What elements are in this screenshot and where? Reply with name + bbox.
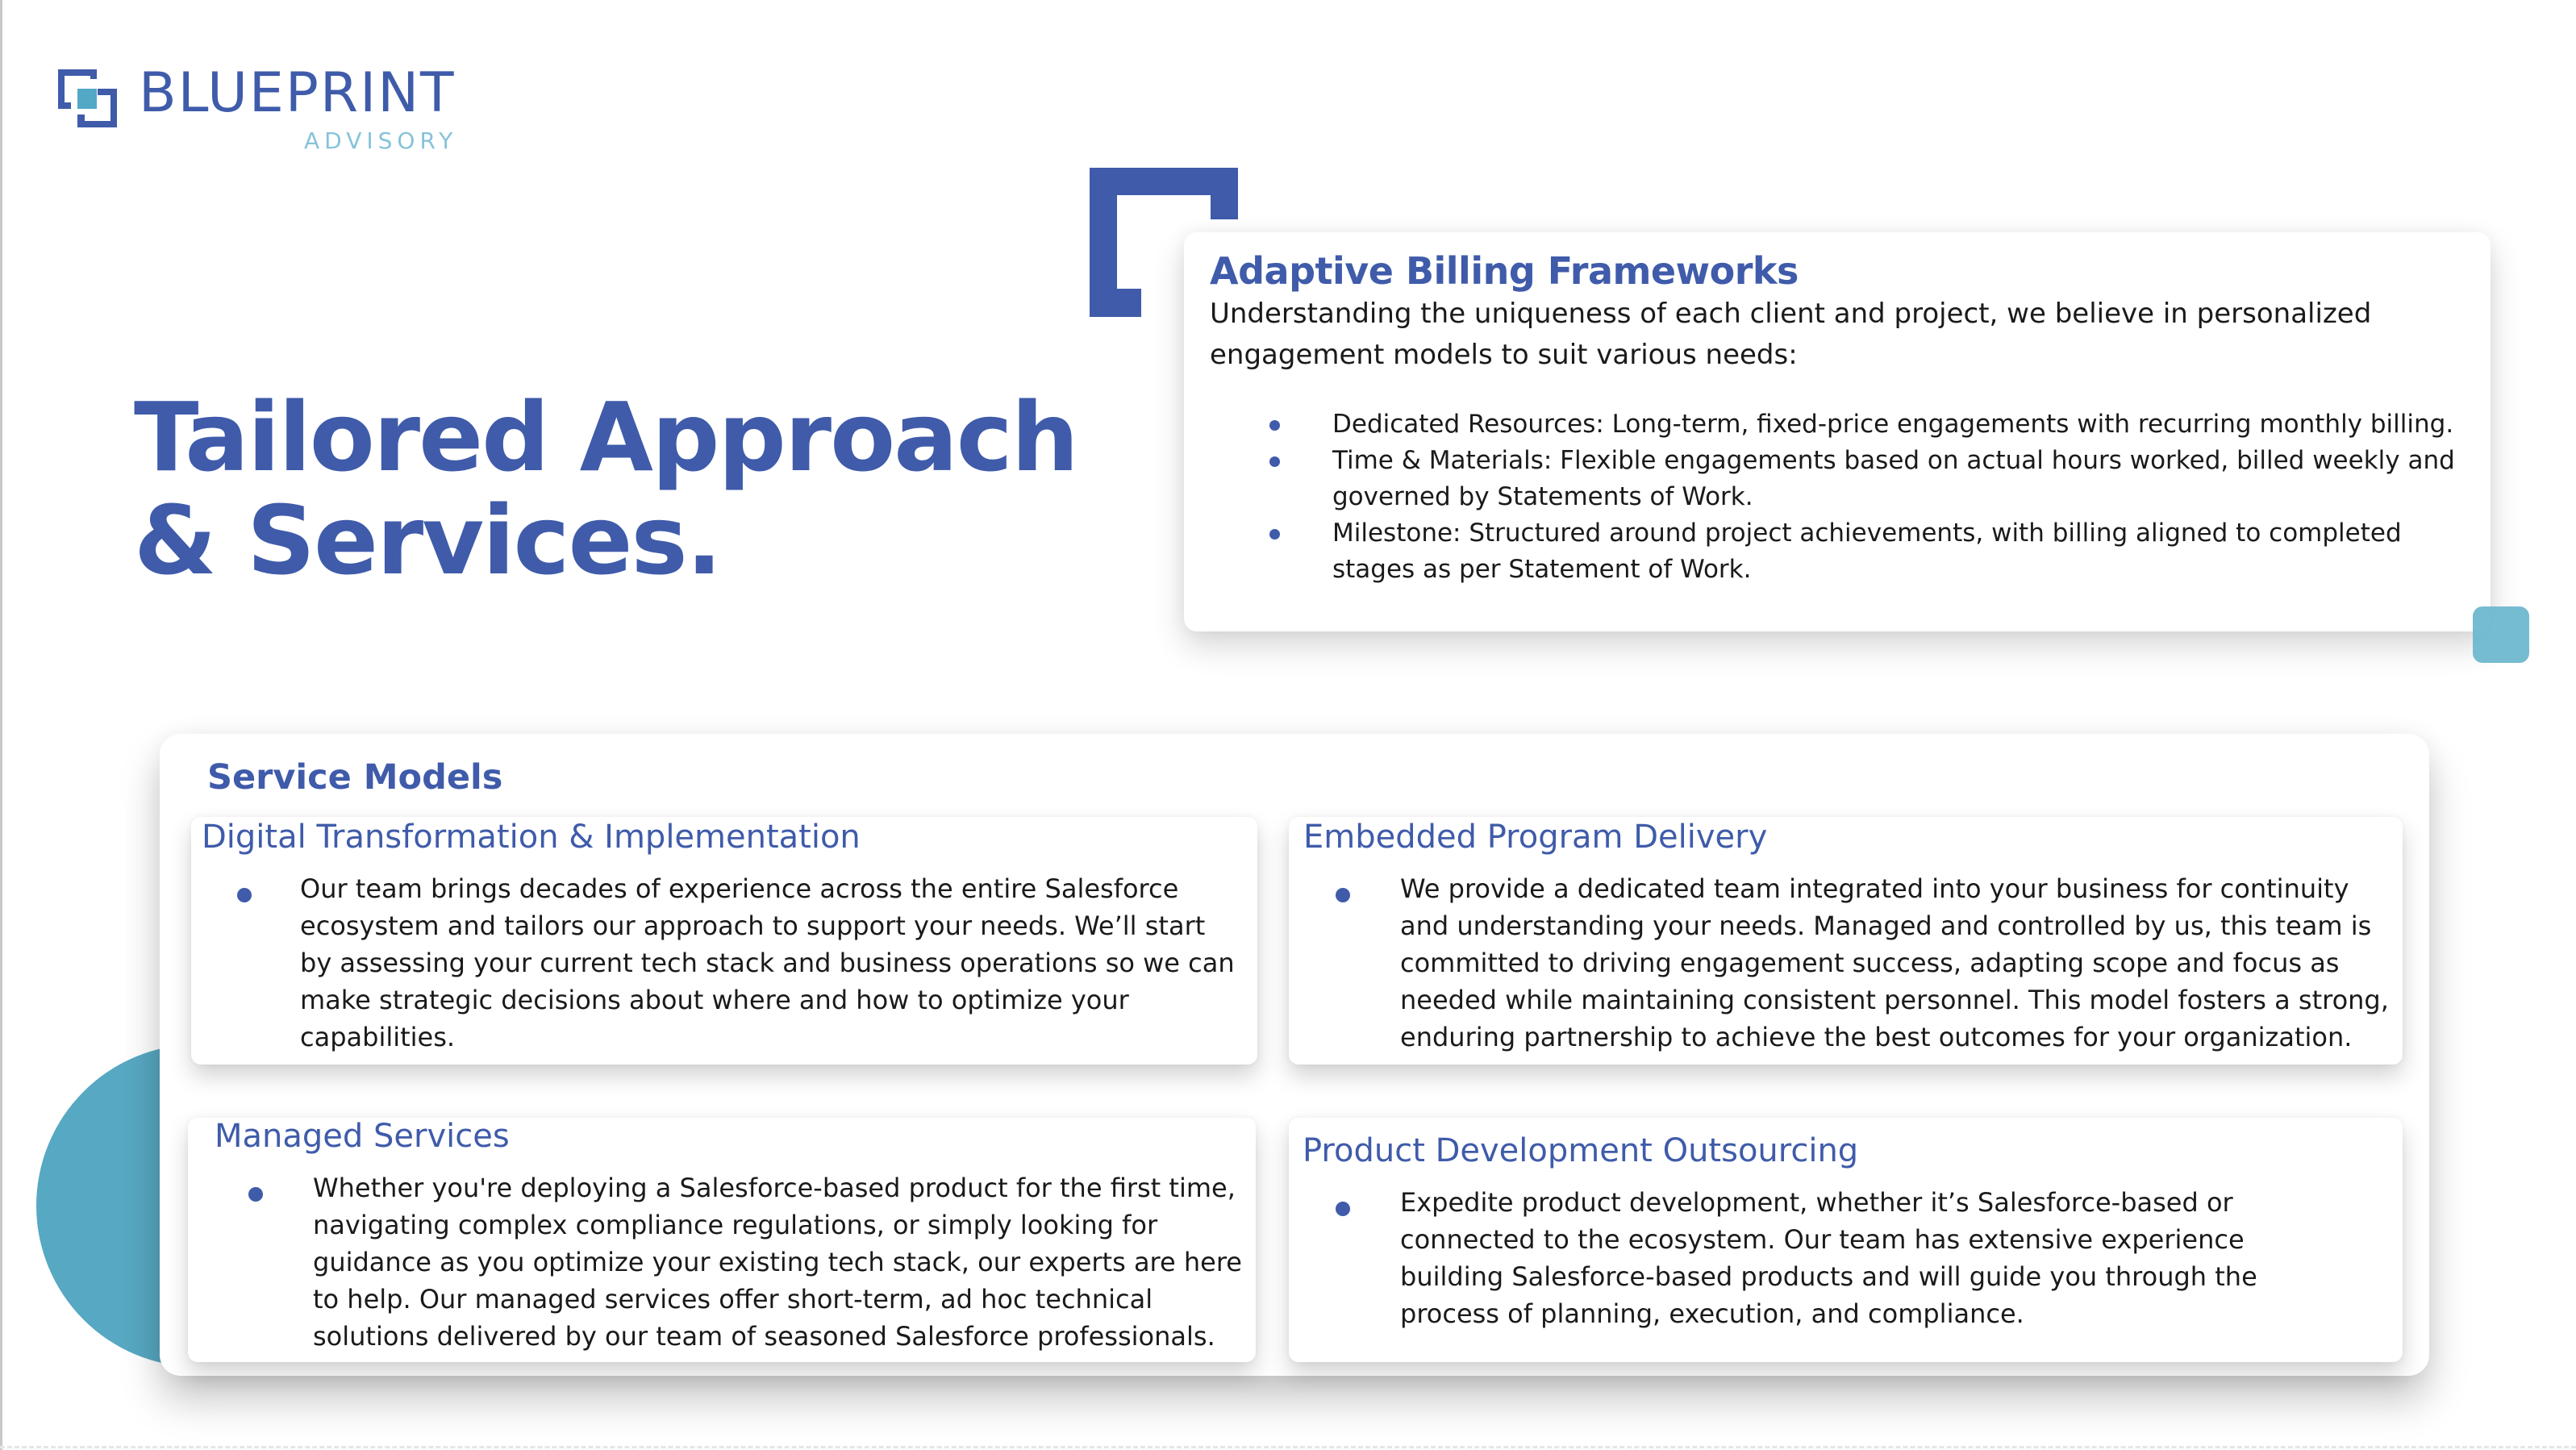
billing-item-text: Milestone: Structured around project achievements, with billing aligned to completed stages as per Statement of Work. [1332,519,2402,584]
service-card-body: Our team brings decades of experience across the entire Salesforce ecosystem and tailors our approach to support your needs. We’ll start by assessing your current tech stack and business operations so we can make strategic decisions about where and how to optimize your capabilities. [300,873,1235,1052]
service-card-body: Expedite product development, whether it’s Salesforce-based or connected to the ecosystem. Our team has extensive experience building Salesforce-based products and will guide you through the process of planning, execution, and compliance. [1400,1187,2257,1329]
service-card-embedded-program-delivery [1289,817,2403,1065]
brand-name: BLUEPRINT [139,61,456,125]
brand-subtitle: ADVISORY [304,127,458,154]
bullet-icon [1269,529,1280,540]
teal-square-decoration [2473,606,2529,663]
service-card-body: We provide a dedicated team integrated into your business for continuity and understanding your needs. Managed and controlled by us, this team is committed to driving engagement success, adapting scope and focus as needed while maintaining consistent personnel. This model fosters a strong, enduring partnership to achieve the best outcomes for your organization. [1400,873,2389,1052]
service-card-digital-transformation [191,817,1257,1065]
bullet-icon [1269,456,1280,467]
billing-frameworks-card [1184,232,2491,631]
bracket-square-logo-icon [58,69,118,129]
service-card-title: Embedded Program Delivery [1303,819,1768,856]
page-left-border [0,0,2,1450]
billing-list-item [1210,515,2466,588]
service-card-title: Digital Transformation & Implementation [202,819,861,856]
page-title-line-2: & Services. [134,485,721,596]
service-card-product-development [1289,1118,2403,1362]
billing-item-text: Time & Materials: Flexible engagements based on actual hours worked, billed weekly and governed by Statements of Work. [1332,446,2455,511]
bullet-icon [1269,420,1280,431]
brand-logo [58,61,494,156]
service-card-body: Whether you're deploying a Salesforce-based product for the first time, navigating complex compliance regulations, or simply looking for guidance as you optimize your existing tech stack, our experts are here to help. Our managed services offer short-term, ad hoc technical solutions delivered by our team of seasoned Salesforce professionals. [313,1173,1242,1352]
service-models-heading: Service Models [207,757,503,798]
billing-list [1210,406,2466,588]
service-models-panel [160,734,2429,1376]
billing-intro: Understanding the uniqueness of each client and project, we believe in personalized engagement models to suit various needs: [1210,298,2372,371]
service-card-title: Managed Services [215,1118,510,1155]
billing-item-text: Dedicated Resources: Long-term, fixed-price engagements with recurring monthly billing. [1332,410,2454,439]
service-card-title: Product Development Outsourcing [1303,1132,1859,1169]
page-bottom-border [0,1446,2576,1448]
bullet-icon [1336,888,1350,902]
page-title [134,381,1078,596]
billing-list-item [1210,443,2466,515]
bullet-icon [237,888,252,902]
bullet-icon [1336,1202,1350,1216]
billing-list-item [1210,406,2466,443]
page-title-line-1: Tailored Approach [134,381,1078,493]
service-card-managed-services [188,1118,1256,1362]
bullet-icon [248,1187,263,1202]
billing-title: Adaptive Billing Frameworks [1210,249,1799,293]
